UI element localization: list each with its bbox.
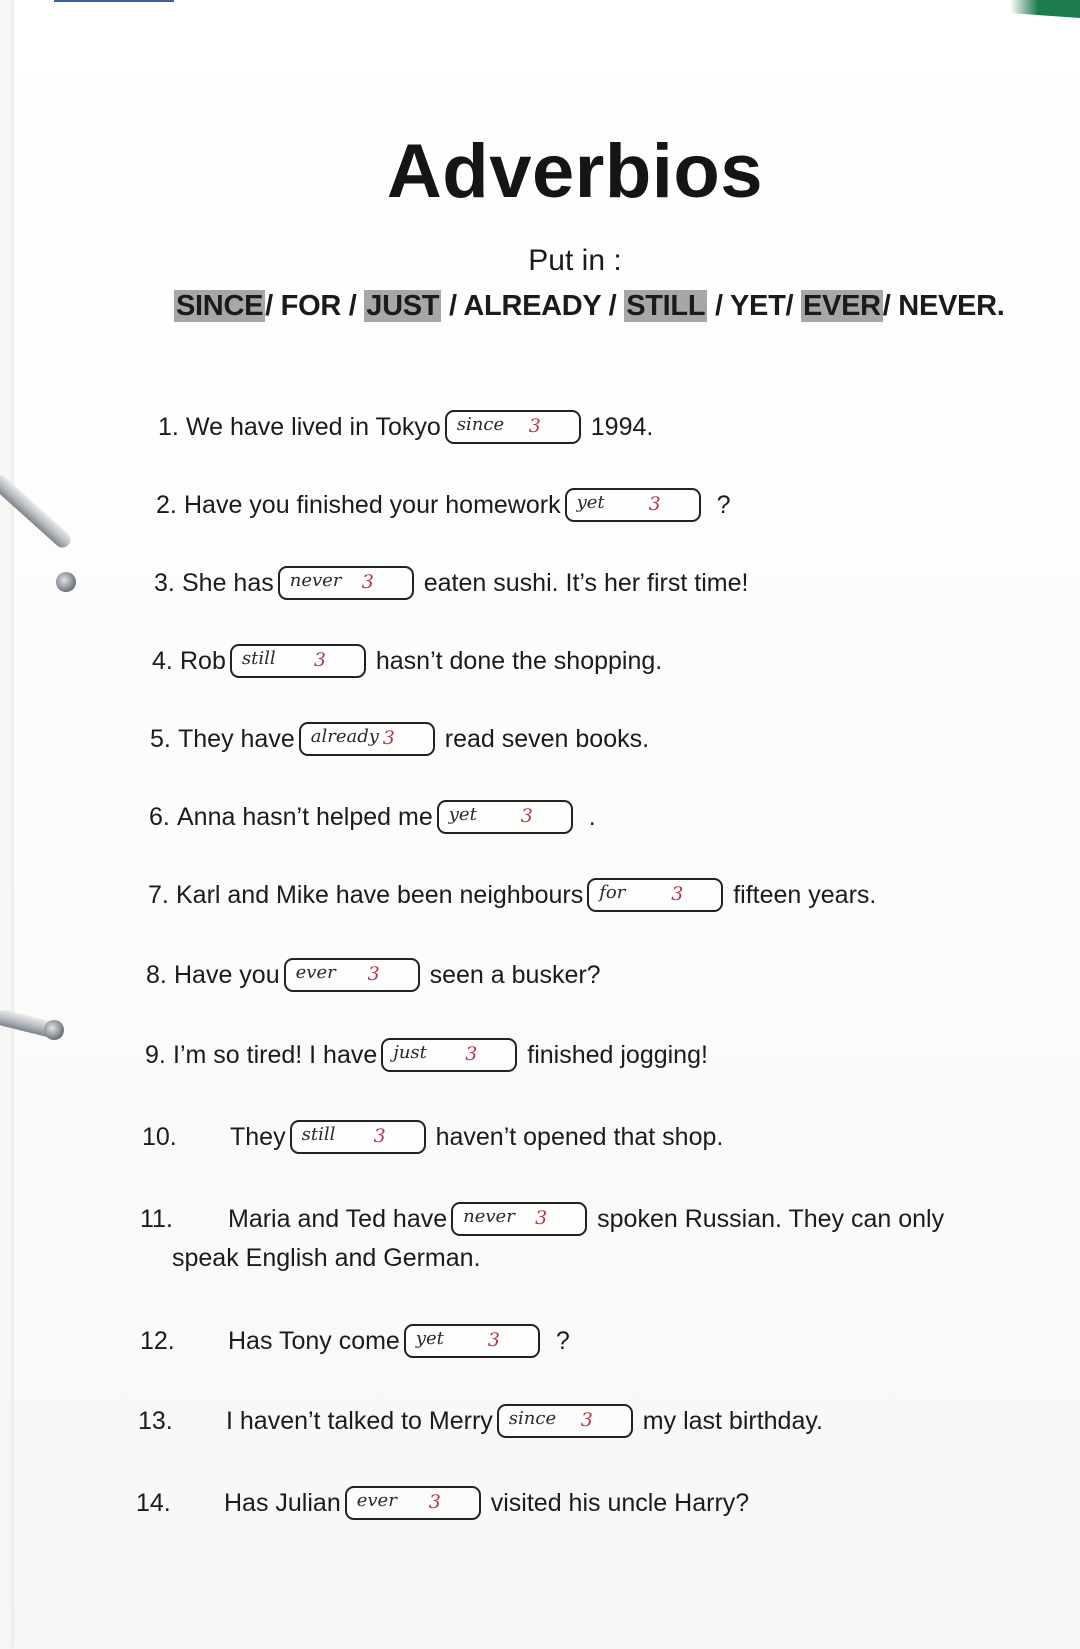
grade-mark: 3 <box>520 805 533 827</box>
exercise-item <box>138 1404 823 1438</box>
sentence-end: ? <box>716 490 731 519</box>
grade-mark: 3 <box>382 727 395 749</box>
sentence-end: haven’t opened that shop. <box>435 1122 724 1151</box>
handwritten-answer: for <box>599 882 626 903</box>
answer-box[interactable] <box>290 1120 426 1154</box>
exercise-item <box>149 800 596 834</box>
handwritten-answer: since <box>456 414 505 435</box>
word-since: SINCE <box>176 290 264 322</box>
exercise-item <box>146 958 601 992</box>
answer-box[interactable] <box>565 488 701 522</box>
exercise-item <box>145 1038 708 1072</box>
exercise-number: 13. <box>138 1406 173 1435</box>
sentence-start: I’m so tired! I have <box>173 1040 378 1069</box>
sentence-start: Has Tony come <box>228 1326 400 1355</box>
word-ever: EVER <box>803 290 881 322</box>
exercise-number: 3. <box>154 568 175 597</box>
handwritten-answer: never <box>463 1206 515 1227</box>
sentence-end: 1994. <box>590 412 654 441</box>
grade-mark: 3 <box>373 1125 386 1147</box>
answer-box[interactable] <box>345 1486 481 1520</box>
grade-mark: 3 <box>465 1043 478 1065</box>
corner-tape <box>1010 0 1080 18</box>
answer-box[interactable] <box>284 958 420 992</box>
answer-box[interactable] <box>497 1404 633 1438</box>
grade-mark: 3 <box>361 571 374 593</box>
exercise-item <box>136 1486 749 1520</box>
exercise-number: 8. <box>146 960 167 989</box>
exercise-item <box>152 644 662 678</box>
exercise-item <box>140 1324 570 1358</box>
handwritten-answer: just <box>393 1042 427 1063</box>
handwritten-answer: still <box>301 1124 336 1145</box>
exercise-item <box>158 410 653 444</box>
exercise-number: 7. <box>148 880 169 909</box>
sentence-start: Anna hasn’t helped me <box>177 802 433 831</box>
exercise-number: 11. <box>140 1204 173 1233</box>
handwritten-answer: ever <box>356 1490 397 1511</box>
exercise-item <box>154 566 748 600</box>
sentence-start: I haven’t talked to Merry <box>226 1406 493 1435</box>
sentence-start: Have you <box>174 960 280 989</box>
handwritten-answer: still <box>241 648 276 669</box>
word-bank <box>174 290 1004 323</box>
handwritten-answer: never <box>289 570 342 591</box>
grade-mark: 3 <box>367 963 380 985</box>
sentence-end: finished jogging! <box>527 1040 708 1069</box>
pen-top-tip <box>56 572 76 592</box>
exercise-number: 6. <box>149 802 170 831</box>
handwritten-answer: already <box>310 726 379 747</box>
exercise-item <box>148 878 876 912</box>
exercise-number: 12. <box>140 1326 175 1355</box>
word-sep: / YET/ <box>707 290 802 322</box>
answer-box[interactable] <box>445 410 581 444</box>
sentence-end: spoken Russian. They can only <box>597 1204 945 1233</box>
pen-bottom-tip <box>44 1020 64 1040</box>
grade-mark: 3 <box>487 1329 500 1351</box>
grade-mark: 3 <box>535 1207 548 1229</box>
sentence-end: eaten sushi. It’s her first time! <box>423 568 749 597</box>
exercise-item <box>140 1202 944 1236</box>
grade-mark: 3 <box>671 883 684 905</box>
edge-line <box>54 0 174 2</box>
sentence-end: fifteen years. <box>733 880 877 909</box>
answer-box[interactable] <box>437 800 573 834</box>
grade-mark: 3 <box>648 493 661 515</box>
sentence-start: They have <box>178 724 295 753</box>
exercise-number: 14. <box>136 1488 171 1517</box>
handwritten-answer: yet <box>448 804 477 825</box>
answer-box[interactable] <box>278 566 414 600</box>
sentence-continuation: speak English and German. <box>172 1244 481 1272</box>
instruction: Put in : <box>528 244 622 277</box>
grade-mark: 3 <box>428 1491 441 1513</box>
sentence-end: seen a busker? <box>429 960 601 989</box>
answer-box[interactable] <box>451 1202 587 1236</box>
exercise-number: 4. <box>152 646 173 675</box>
sentence-end: my last birthday. <box>642 1406 823 1435</box>
sentence-start: Have you finished your homework <box>184 490 561 519</box>
grade-mark: 3 <box>528 415 541 437</box>
sentence-end: . <box>588 802 596 831</box>
exercise-item <box>150 722 649 756</box>
sentence-start: They <box>230 1122 286 1151</box>
answer-box[interactable] <box>404 1324 540 1358</box>
sentence-end: read seven books. <box>444 724 650 753</box>
exercise-number: 9. <box>145 1040 166 1069</box>
exercise-number: 2. <box>156 490 177 519</box>
sentence-end: hasn’t done the shopping. <box>375 646 663 675</box>
word-just: JUST <box>366 290 440 322</box>
sentence-start: Has Julian <box>224 1488 341 1517</box>
exercise-item <box>156 488 730 522</box>
sentence-start: She has <box>182 568 274 597</box>
handwritten-answer: since <box>508 1408 557 1429</box>
sentence-start: Karl and Mike have been neighbours <box>176 880 584 909</box>
handwritten-answer: yet <box>576 492 605 513</box>
exercise-number: 1. <box>158 412 179 441</box>
sentence-start: We have lived in Tokyo <box>186 412 441 441</box>
word-sep: / FOR / <box>265 290 365 322</box>
answer-box[interactable] <box>587 878 723 912</box>
handwritten-answer: yet <box>415 1328 444 1349</box>
answer-box[interactable] <box>299 722 435 756</box>
sentence-start: Maria and Ted have <box>228 1204 448 1233</box>
answer-box[interactable] <box>381 1038 517 1072</box>
exercise-number: 10. <box>142 1122 177 1151</box>
exercise-item <box>142 1120 723 1154</box>
sentence-start: Rob <box>180 646 226 675</box>
handwritten-answer: ever <box>295 962 336 983</box>
exercise-number: 5. <box>150 724 171 753</box>
sentence-end: visited his uncle Harry? <box>490 1488 750 1517</box>
page-title: Adverbios <box>386 129 764 214</box>
word-sep: / ALREADY / <box>441 290 625 322</box>
grade-mark: 3 <box>313 649 326 671</box>
sentence-end: ? <box>555 1326 570 1355</box>
word-sep: / NEVER. <box>882 290 1005 322</box>
word-still: STILL <box>626 290 706 322</box>
grade-mark: 3 <box>580 1409 593 1431</box>
answer-box[interactable] <box>230 644 366 678</box>
